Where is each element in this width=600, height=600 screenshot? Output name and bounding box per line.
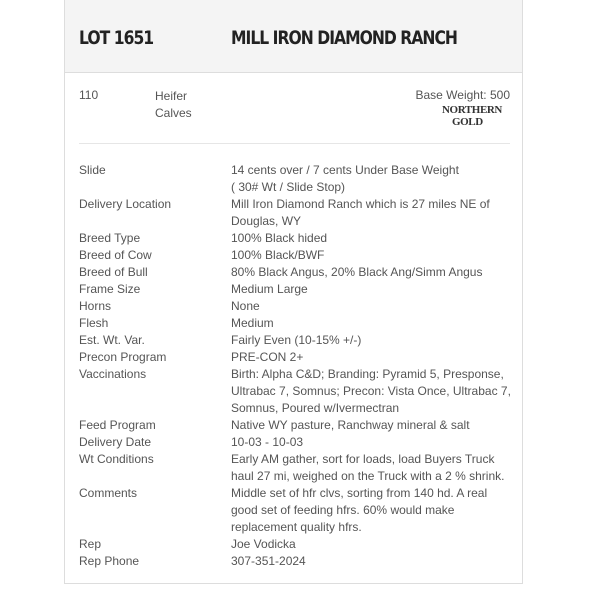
detail-value-line: Medium [231, 316, 274, 330]
lot-card [64, 0, 523, 584]
detail-row [79, 298, 519, 315]
detail-value-line: Birth: Alpha C&D; Branding: Pyramid 5, Presponse, [231, 367, 504, 381]
detail-label: Est. Wt. Var. [79, 333, 145, 347]
detail-value-line: ( 30# Wt / Slide Stop) [231, 180, 346, 194]
detail-value-line: haul 27 mi, weighed on the Truck with a 2 % shrink. [231, 469, 505, 483]
detail-value [231, 536, 516, 553]
northern-gold-logo [440, 102, 510, 128]
ranch-name: MILL IRON DIAMOND RANCH [231, 27, 457, 49]
detail-value [231, 349, 516, 366]
detail-label: Breed of Bull [79, 265, 148, 279]
detail-row [79, 366, 519, 417]
detail-value-line: 100% Black/BWF [231, 248, 325, 262]
detail-value [231, 230, 516, 247]
detail-value-line: Mill Iron Diamond Ranch which is 27 miles NE of [231, 197, 490, 211]
detail-value [231, 298, 516, 315]
detail-value-line: good set of feeding hfrs. 60% would make [231, 503, 455, 517]
detail-row [79, 349, 519, 366]
detail-row [79, 196, 519, 230]
detail-row [79, 536, 519, 553]
detail-value-line: 307-351-2024 [231, 554, 306, 568]
detail-value-line: replacement quality hfrs. [231, 520, 362, 534]
detail-value-line: Medium Large [231, 282, 308, 296]
detail-value-line: Joe Vodicka [231, 537, 296, 551]
detail-value [231, 247, 516, 264]
detail-label: Slide [79, 163, 106, 177]
detail-value-line: PRE-CON 2+ [231, 350, 304, 364]
detail-label: Delivery Location [79, 197, 172, 211]
detail-row [79, 451, 519, 485]
detail-row [79, 230, 519, 247]
logo-text-top: NORTHERN [442, 104, 502, 116]
detail-value [231, 196, 516, 230]
detail-row [79, 332, 519, 349]
detail-label: Rep [79, 537, 102, 551]
lot-header [65, 0, 522, 73]
detail-value-line: 14 cents over / 7 cents Under Base Weight [231, 163, 459, 177]
detail-value-line: Ultrabac 7, Somnus; Precon: Vista Once, Ultrabac 7, [231, 384, 511, 398]
detail-value-line: Douglas, WY [231, 214, 302, 228]
detail-row [79, 417, 519, 434]
detail-value [231, 264, 516, 281]
detail-row [79, 247, 519, 264]
cattle-type-line1: Heifer [155, 89, 188, 103]
section-divider [79, 143, 510, 144]
logo-text-bottom: GOLD [452, 116, 483, 128]
detail-label: Feed Program [79, 418, 156, 432]
detail-label: Breed of Cow [79, 248, 152, 262]
detail-value [231, 366, 516, 417]
detail-value [231, 417, 516, 434]
detail-value-line: Somnus, Poured w/Ivermectran [231, 401, 400, 415]
detail-value-line: Native WY pasture, Ranchway mineral & salt [231, 418, 470, 432]
detail-value [231, 162, 516, 196]
detail-label: Breed Type [79, 231, 141, 245]
detail-label: Rep Phone [79, 554, 140, 568]
cattle-type-line2: Calves [155, 106, 192, 120]
detail-label: Precon Program [79, 350, 167, 364]
detail-label: Frame Size [79, 282, 141, 296]
detail-value-line: 10-03 - 10-03 [231, 435, 304, 449]
detail-value [231, 315, 516, 332]
detail-label: Flesh [79, 316, 109, 330]
detail-value [231, 332, 516, 349]
lot-summary [65, 73, 522, 143]
detail-value-line: 100% Black hided [231, 231, 328, 245]
detail-row [79, 281, 519, 298]
detail-row [79, 264, 519, 281]
detail-value [231, 434, 516, 451]
detail-value [231, 485, 516, 536]
head-count: 110 [79, 88, 99, 102]
detail-value-line: Fairly Even (10-15% +/-) [231, 333, 362, 347]
detail-label: Wt Conditions [79, 452, 154, 466]
detail-label: Delivery Date [79, 435, 152, 449]
detail-row [79, 485, 519, 536]
detail-row [79, 434, 519, 451]
detail-label: Comments [79, 486, 138, 500]
base-weight: Base Weight: 500 [415, 88, 510, 102]
detail-row [79, 162, 519, 196]
detail-value-line: 80% Black Angus, 20% Black Ang/Simm Angus [231, 265, 483, 279]
detail-value-line: Early AM gather, sort for loads, load Buyers Truck [231, 452, 495, 466]
detail-value [231, 281, 516, 298]
detail-label: Horns [79, 299, 112, 313]
detail-value [231, 553, 516, 570]
detail-value-line: None [231, 299, 260, 313]
detail-label: Vaccinations [79, 367, 147, 381]
detail-value-line: Middle set of hfr clvs, sorting from 140 hd. A real [231, 486, 488, 500]
detail-row [79, 315, 519, 332]
lot-number: LOT 1651 [79, 27, 154, 49]
cattle-type [155, 88, 215, 122]
detail-value [231, 451, 516, 485]
lot-details [79, 162, 519, 570]
detail-row [79, 553, 519, 570]
